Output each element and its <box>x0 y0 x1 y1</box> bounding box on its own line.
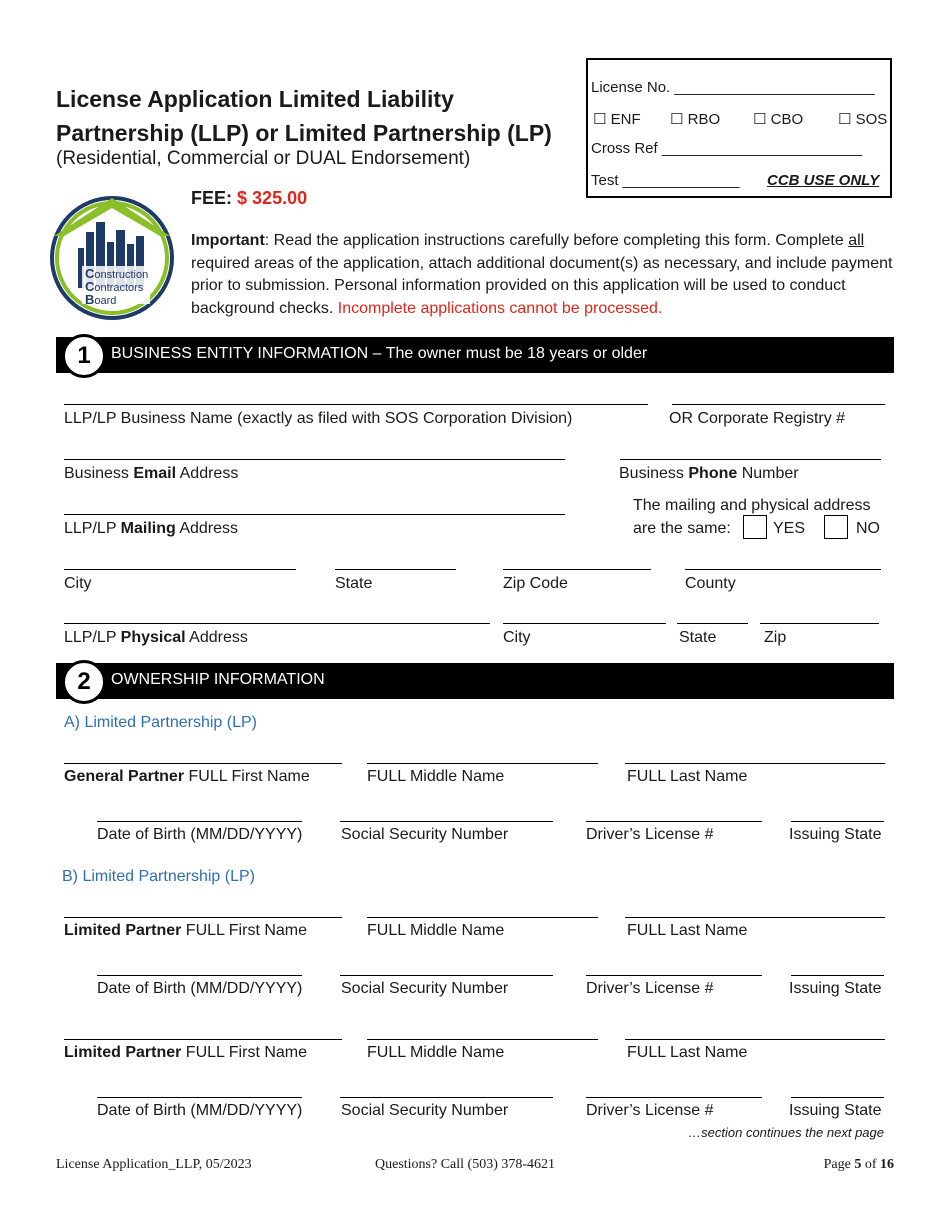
same-address-yes-checkbox[interactable] <box>743 515 767 539</box>
footer-form-id: License Application_LLP, 05/2023 <box>56 1157 252 1172</box>
business-name-field[interactable] <box>64 404 648 405</box>
limited-partner-2-ssn-field[interactable] <box>340 1097 553 1098</box>
subsection-b-heading: B) Limited Partnership (LP) <box>62 868 255 885</box>
incomplete-warning: Incomplete applications cannot be processed. <box>337 299 663 317</box>
ccb-only-label: CCB USE ONLY <box>767 172 880 189</box>
general-partner-first-name-label: General Partner FULL First Name <box>64 768 310 785</box>
section-1-banner <box>56 337 894 373</box>
check-cbo: ☐ CBO <box>753 111 804 128</box>
limited-partner-1-middle-name-field[interactable] <box>367 917 598 918</box>
same-address-question-2: are the same: <box>633 520 731 537</box>
physical-zip-field[interactable] <box>760 623 879 624</box>
title-line-1: License Application Limited Liability <box>56 86 454 112</box>
limited-partner-1-dl-label: Driver’s License # <box>586 980 714 997</box>
important-note: Important: Read the application instructions carefully before completing this form. Complete all required areas of the application, attach additional document(s) as necessary, and include payment prior to submission. Personal information provided on this application will be used to conduct background checks. Incomplete applications cannot be processed. <box>191 232 893 317</box>
footer-page-number: Page 5 of 16 <box>823 1157 894 1172</box>
city-field[interactable] <box>64 569 296 570</box>
limited-partner-2-middle-name-label: FULL Middle Name <box>367 1044 505 1061</box>
phone-label: Business Phone Number <box>619 465 799 482</box>
check-enf: ☐ ENF <box>593 111 641 128</box>
business-name-label: LLP/LP Business Name (exactly as filed with SOS Corporation Division) <box>64 410 573 427</box>
same-address-question: The mailing and physical address <box>633 497 871 514</box>
limited-partner-2-issuing-state-field[interactable] <box>791 1097 884 1098</box>
logo-text: Construction Contractors Board <box>85 266 149 307</box>
general-partner-issuing-state-field[interactable] <box>791 821 884 822</box>
ccb-use-only-box <box>586 58 892 198</box>
physical-address-field[interactable] <box>64 623 490 624</box>
zip-code-field[interactable] <box>503 569 651 570</box>
limited-partner-2-last-name-label: FULL Last Name <box>627 1044 748 1061</box>
email-field[interactable] <box>64 459 565 460</box>
general-partner-last-name-label: FULL Last Name <box>627 768 748 785</box>
limited-partner-1-dob-label: Date of Birth (MM/DD/YYYY) <box>97 980 303 997</box>
title-line-2: Partnership (LLP) or Limited Partnership (LP) <box>56 120 552 146</box>
registry-number-field[interactable] <box>672 404 885 405</box>
physical-city-label: City <box>503 629 531 646</box>
state-field[interactable] <box>335 569 456 570</box>
form-subtitle: (Residential, Commercial or DUAL Endorsement) <box>56 148 471 169</box>
mailing-address-field[interactable] <box>64 514 565 515</box>
general-partner-middle-name-label: FULL Middle Name <box>367 768 505 785</box>
yes-label: YES <box>773 520 806 537</box>
general-partner-middle-name-field[interactable] <box>367 763 598 764</box>
limited-partner-2-last-name-field[interactable] <box>625 1039 885 1040</box>
physical-state-label: State <box>679 629 717 646</box>
section-1-title: BUSINESS ENTITY INFORMATION – The owner must be 18 years or older <box>111 345 648 362</box>
county-label: County <box>685 575 736 592</box>
limited-partner-2-issuing-state-label: Issuing State <box>789 1102 882 1119</box>
general-partner-last-name-field[interactable] <box>625 763 885 764</box>
city-label: City <box>64 575 92 592</box>
limited-partner-2-dob-field[interactable] <box>97 1097 302 1098</box>
general-partner-dob-field[interactable] <box>97 821 302 822</box>
limited-partner-1-middle-name-label: FULL Middle Name <box>367 922 505 939</box>
limited-partner-1-ssn-label: Social Security Number <box>341 980 509 997</box>
email-label: Business Email Address <box>64 465 239 482</box>
general-partner-first-name-field[interactable] <box>64 763 342 764</box>
limited-partner-2-first-name-field[interactable] <box>64 1039 342 1040</box>
license-no-field: License No. ________________________ <box>591 79 875 96</box>
limited-partner-2-middle-name-field[interactable] <box>367 1039 598 1040</box>
test-field: Test ______________ <box>591 172 740 189</box>
phone-field[interactable] <box>620 459 881 460</box>
section-2-title: OWNERSHIP INFORMATION <box>111 671 325 688</box>
no-label: NO <box>856 520 880 537</box>
footer-phone: Questions? Call (503) 378-4621 <box>375 1157 556 1172</box>
fee-line <box>191 188 307 209</box>
physical-zip-label: Zip <box>764 629 787 646</box>
cross-ref-field: Cross Ref ________________________ <box>591 140 863 157</box>
limited-partner-1-last-name-field[interactable] <box>625 917 885 918</box>
section-2-number: 2 <box>62 660 106 704</box>
general-partner-dl-label: Driver’s License # <box>586 826 714 843</box>
section-1-number: 1 <box>62 334 106 378</box>
limited-partner-1-last-name-label: FULL Last Name <box>627 922 748 939</box>
limited-partner-1-issuing-state-field[interactable] <box>791 975 884 976</box>
section-continues-note: …section continues the next page <box>688 1125 884 1140</box>
section-2-banner <box>56 663 894 699</box>
general-partner-dob-label: Date of Birth (MM/DD/YYYY) <box>97 826 303 843</box>
state-label: State <box>335 575 373 592</box>
general-partner-ssn-field[interactable] <box>340 821 553 822</box>
form-title <box>56 82 552 150</box>
mailing-address-label: LLP/LP Mailing Address <box>64 520 239 537</box>
general-partner-dl-field[interactable] <box>586 821 762 822</box>
physical-city-field[interactable] <box>503 623 666 624</box>
physical-state-field[interactable] <box>677 623 748 624</box>
limited-partner-2-dl-label: Driver’s License # <box>586 1102 714 1119</box>
general-partner-issuing-state-label: Issuing State <box>789 826 882 843</box>
limited-partner-2-dob-label: Date of Birth (MM/DD/YYYY) <box>97 1102 303 1119</box>
limited-partner-1-dl-field[interactable] <box>586 975 762 976</box>
fee-label: FEE: <box>191 188 233 208</box>
registry-label: OR Corporate Registry # <box>669 410 846 427</box>
limited-partner-2-ssn-label: Social Security Number <box>341 1102 509 1119</box>
subsection-a-heading: A) Limited Partnership (LP) <box>64 714 257 731</box>
limited-partner-1-first-name-field[interactable] <box>64 917 342 918</box>
zip-code-label: Zip Code <box>503 575 568 592</box>
limited-partner-2-dl-field[interactable] <box>586 1097 762 1098</box>
limited-partner-1-issuing-state-label: Issuing State <box>789 980 882 997</box>
limited-partner-1-first-name-label: Limited Partner FULL First Name <box>64 922 308 939</box>
physical-address-label: LLP/LP Physical Address <box>64 629 248 646</box>
check-rbo: ☐ RBO <box>670 111 721 128</box>
limited-partner-2-first-name-label: Limited Partner FULL First Name <box>64 1044 308 1061</box>
general-partner-ssn-label: Social Security Number <box>341 826 509 843</box>
county-field[interactable] <box>685 569 881 570</box>
limited-partner-1-ssn-field[interactable] <box>340 975 553 976</box>
fee-amount: $ 325.00 <box>237 188 308 208</box>
same-address-no-checkbox[interactable] <box>824 515 848 539</box>
limited-partner-1-dob-field[interactable] <box>97 975 302 976</box>
ccb-logo <box>48 192 176 320</box>
check-sos: ☐ SOS <box>838 111 888 128</box>
